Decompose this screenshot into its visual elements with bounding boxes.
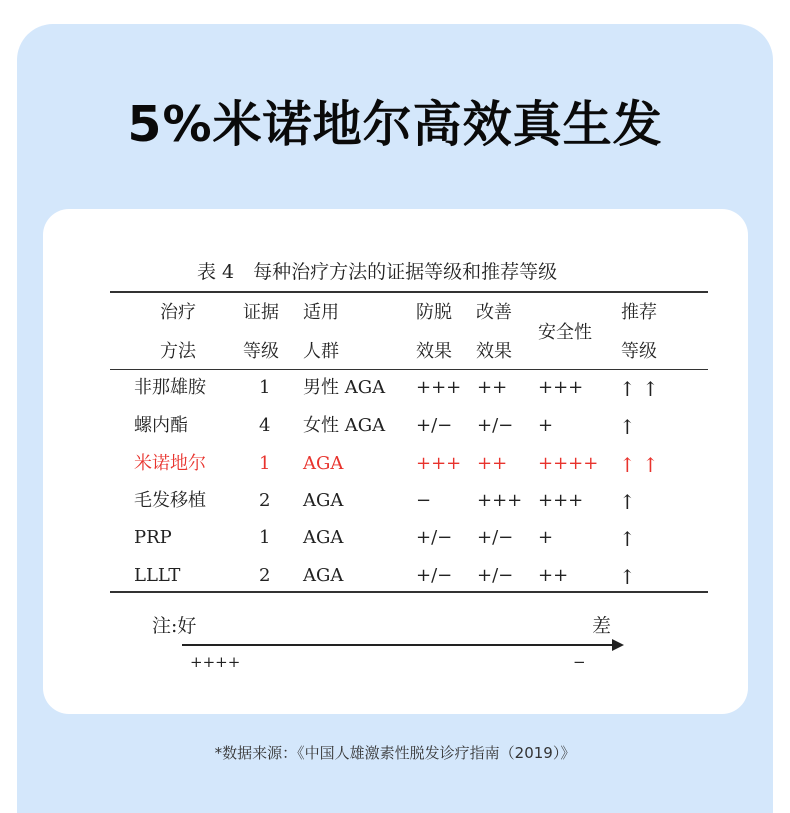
improvement-cell: +/− [477, 565, 514, 586]
evidence-cell: 1 [259, 527, 271, 548]
prevention-cell: +++ [416, 453, 462, 474]
safety-cell: +++ [538, 490, 584, 511]
table-caption: 表 4 每种治疗方法的证据等级和推荐等级 [197, 261, 558, 283]
treatment-cell: PRP [134, 527, 172, 548]
header-recommendation-2: 等级 [621, 341, 657, 362]
population-cell: AGA [303, 490, 344, 511]
header-applicable-2: 人群 [303, 341, 339, 362]
recommendation-cell: ↑ [619, 490, 636, 514]
population-cell: AGA [303, 565, 344, 586]
header-improvement-1: 改善 [476, 302, 512, 323]
improvement-cell: +/− [477, 527, 514, 548]
prevention-cell: +/− [416, 527, 453, 548]
improvement-cell: +++ [477, 490, 523, 511]
safety-cell: ++ [538, 565, 569, 586]
header-treatment-1: 治疗 [160, 302, 196, 323]
treatment-cell: LLLT [134, 565, 181, 586]
recommendation-cell: ↑ ↑ [619, 377, 659, 401]
recommendation-cell: ↑ [619, 415, 636, 439]
header-recommendation-1: 推荐 [621, 302, 657, 323]
prevention-cell: +++ [416, 377, 462, 398]
prevention-cell: +/− [416, 565, 453, 586]
treatment-cell: 毛发移植 [134, 490, 206, 511]
safety-cell: +++ [538, 377, 584, 398]
scale-arrow-icon [612, 639, 624, 651]
population-cell: 男性 AGA [303, 377, 386, 398]
headline: 5%米诺地尔高效真生发 [127, 96, 663, 153]
legend-best-symbol: ++++ [190, 653, 241, 671]
recommendation-cell: ↑ [619, 565, 636, 589]
header-safety: 安全性 [538, 322, 592, 343]
header-improvement-2: 效果 [476, 341, 512, 362]
table-header-rule [110, 369, 708, 370]
header-prevention-1: 防脱 [416, 302, 452, 323]
population-cell: AGA [303, 527, 344, 548]
improvement-cell: ++ [477, 377, 508, 398]
table-top-rule [110, 291, 708, 293]
legend-good-label: 注:好 [152, 615, 197, 637]
evidence-cell: 2 [259, 490, 271, 511]
evidence-cell: 1 [259, 377, 271, 398]
header-treatment-2: 方法 [160, 341, 196, 362]
data-source-note: *数据来源：《中国人雄激素性脱发诊疗指南（2019）》 [214, 744, 576, 762]
header-evidence-1: 证据 [243, 302, 279, 323]
improvement-cell: ++ [477, 453, 508, 474]
safety-cell: ++++ [538, 453, 599, 474]
treatment-cell: 螺内酯 [134, 415, 188, 436]
prevention-cell: − [416, 490, 432, 511]
legend-worst-symbol: − [573, 653, 586, 671]
safety-cell: + [538, 527, 554, 548]
improvement-cell: +/− [477, 415, 514, 436]
header-evidence-2: 等级 [243, 341, 279, 362]
treatment-cell: 非那雄胺 [134, 377, 206, 398]
evidence-cell: 2 [259, 565, 271, 586]
evidence-cell: 1 [259, 453, 271, 474]
safety-cell: + [538, 415, 554, 436]
scale-arrow-line [182, 644, 614, 646]
population-cell: 女性 AGA [303, 415, 386, 436]
header-applicable-1: 适用 [303, 302, 339, 323]
header-prevention-2: 效果 [416, 341, 452, 362]
prevention-cell: +/− [416, 415, 453, 436]
evidence-cell: 4 [259, 415, 271, 436]
recommendation-cell: ↑ [619, 527, 636, 551]
treatment-cell: 米诺地尔 [134, 453, 206, 474]
table-bottom-rule [110, 591, 708, 593]
recommendation-cell: ↑ ↑ [619, 453, 659, 477]
legend-bad-label: 差 [592, 615, 612, 637]
population-cell: AGA [303, 453, 344, 474]
